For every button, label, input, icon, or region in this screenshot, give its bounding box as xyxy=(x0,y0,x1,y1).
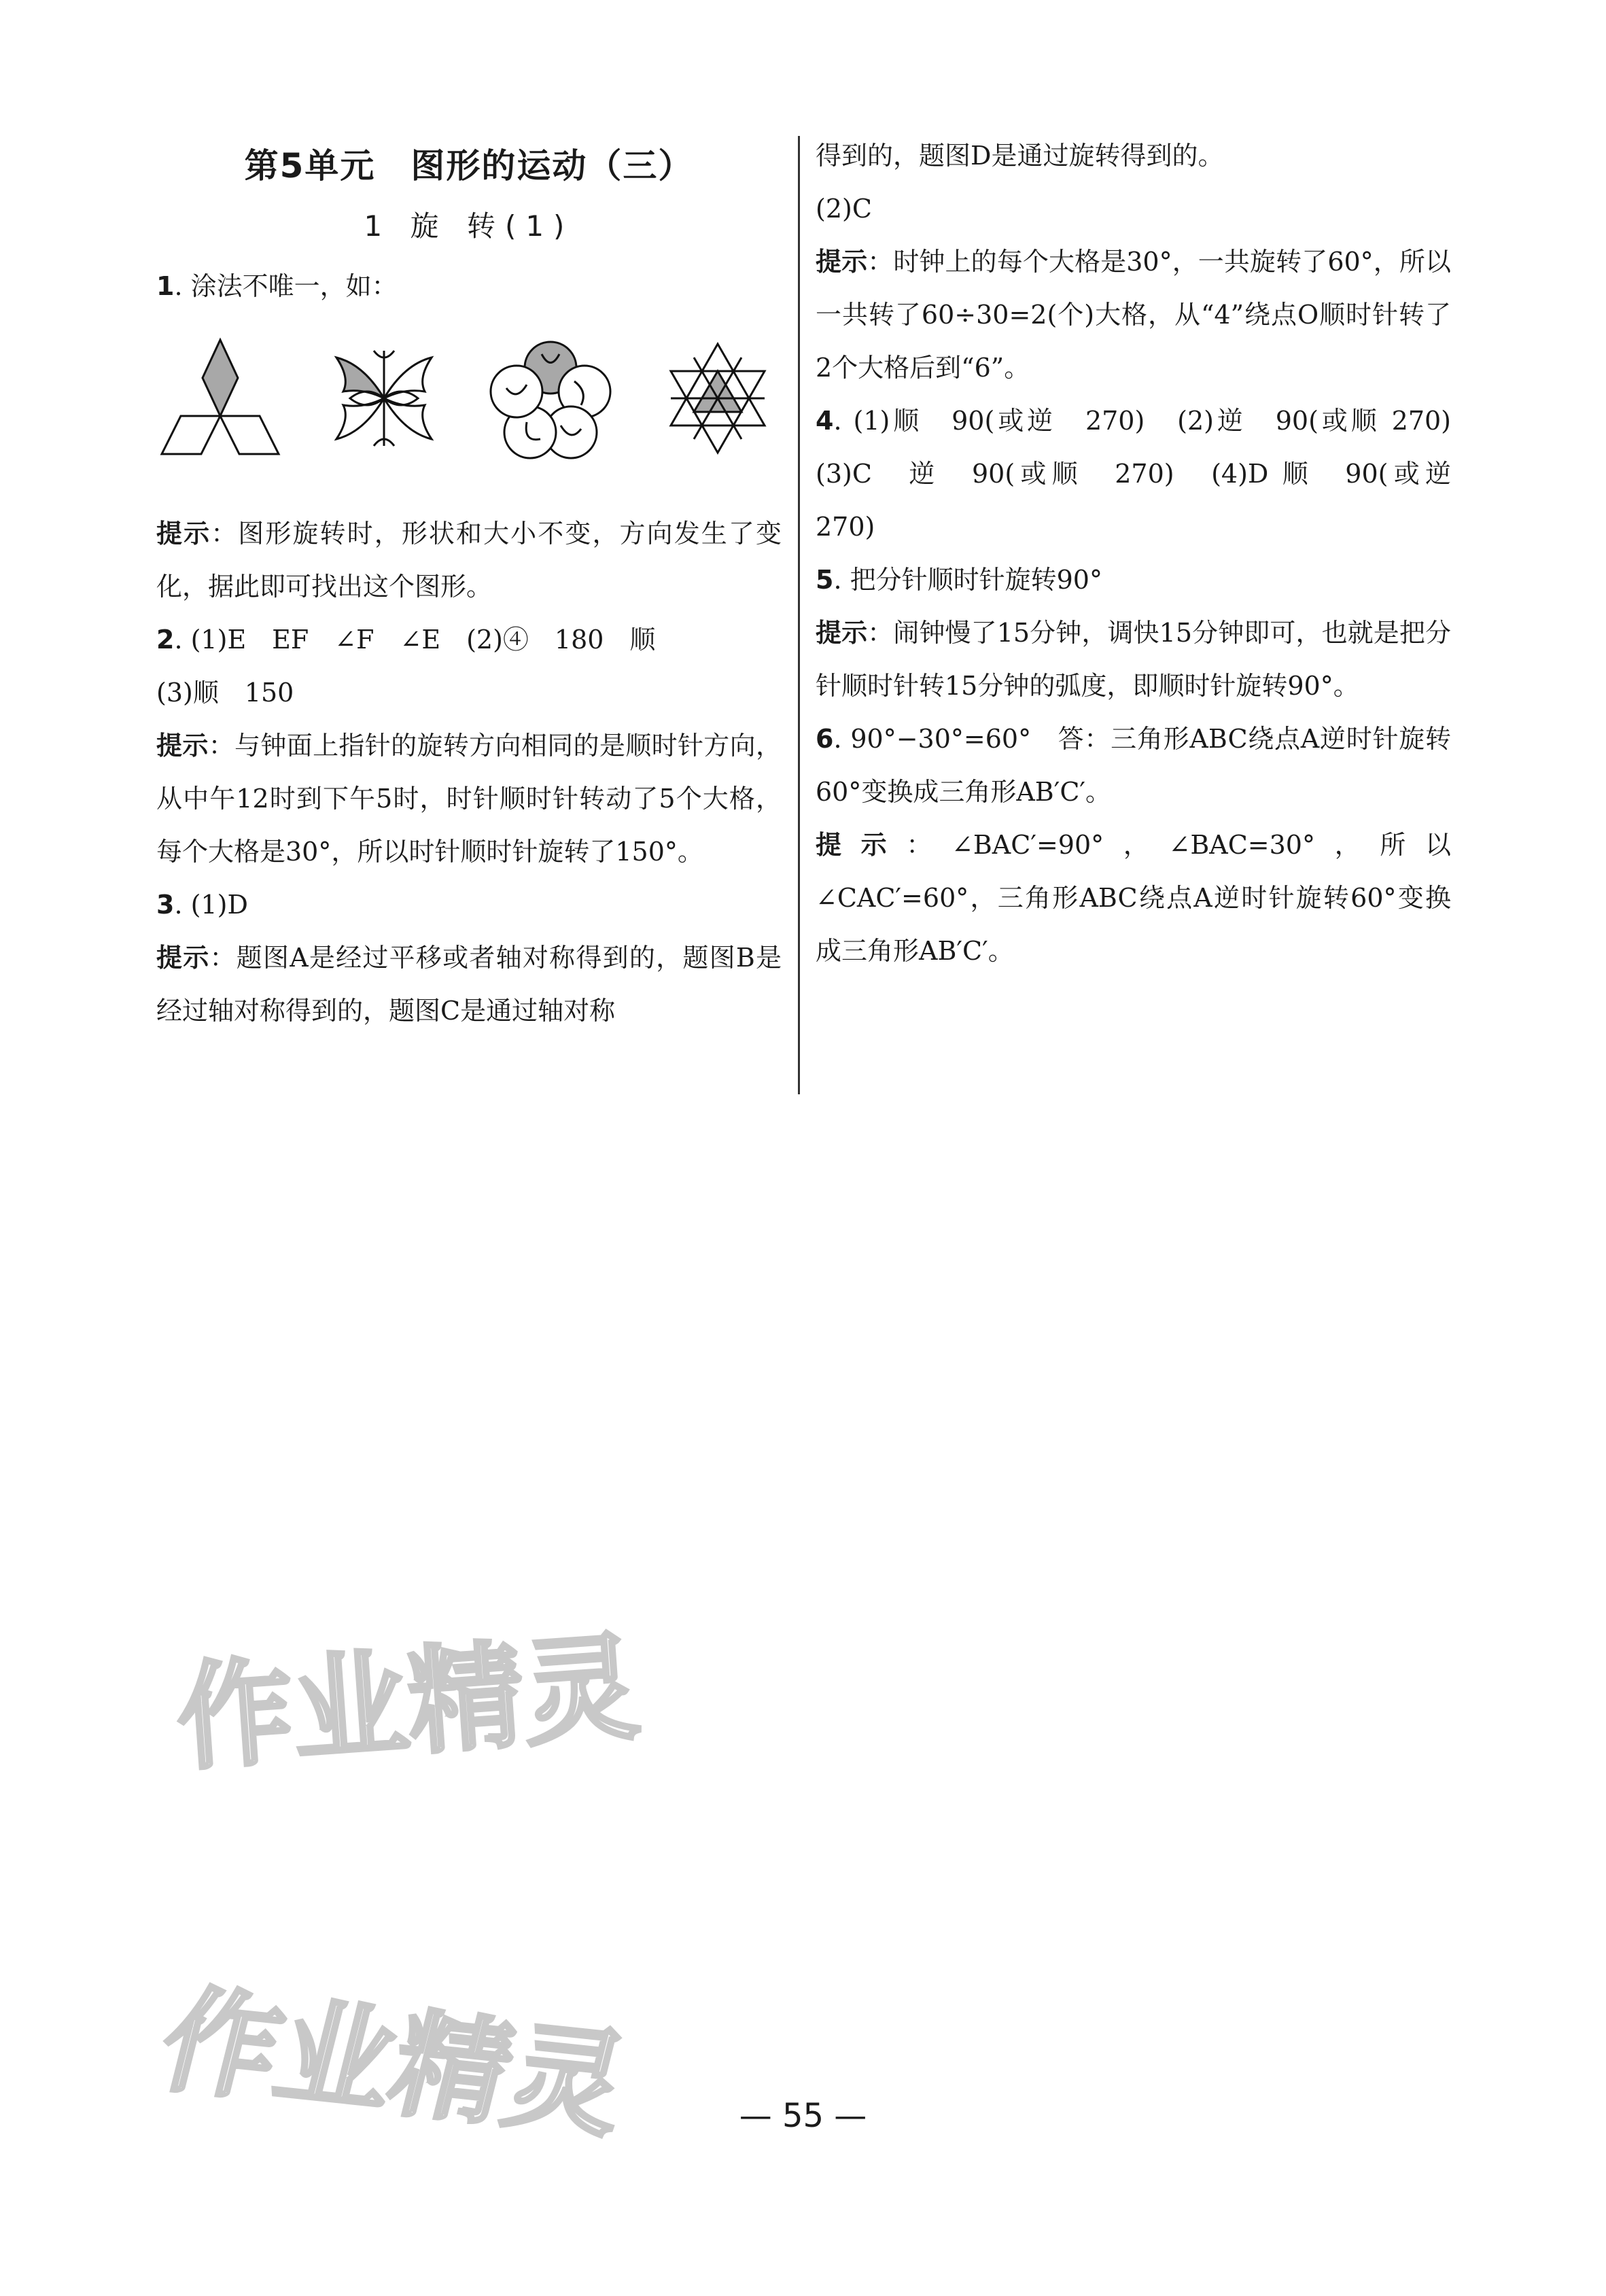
q1-line xyxy=(156,260,782,313)
star-figure xyxy=(657,337,779,459)
hint-text: ：题图A是经过平移或者轴对称得到的，题图B是经过轴对称得到的，题图C是通过轴对称 xyxy=(156,943,782,1026)
q1-hint xyxy=(156,507,782,613)
watermark-logo xyxy=(163,1618,644,1787)
watermark-text: 作业精灵 xyxy=(173,1620,644,1787)
q3-2-hint xyxy=(816,235,1451,394)
q3-number: 3 xyxy=(156,890,175,920)
q4-text: . (1)顺 90(或逆 270) (2)逆 90(或顺 270) (3)C 逆 90(或顺 270) (4)D 顺 90(或逆 270) xyxy=(816,406,1478,542)
column-divider xyxy=(798,136,800,1094)
hint-label: 提示 xyxy=(156,731,209,761)
hint-text: ：与钟面上指针的旋转方向相同的是顺时针方向，从中午12时到下午5时，时针顺时针转动了5个大格，每个大格是30°，所以时针顺时针旋转了150°。 xyxy=(156,731,782,867)
q4-answer xyxy=(816,394,1478,553)
q2-hint xyxy=(156,719,782,878)
q3-hint xyxy=(156,931,782,1037)
q5-hint xyxy=(816,606,1451,712)
q5-number: 5 xyxy=(816,565,834,595)
page-number: — 55 — xyxy=(739,2097,867,2135)
q2-number: 2 xyxy=(156,625,175,655)
q2-text: . (1)E EF ∠F ∠E (2)④ 180 顺 xyxy=(174,625,656,655)
q6-text: . 90°−30°=60° 答：三角形ABC绕点A逆时针旋转60°变换成三角形AB′C′。 xyxy=(816,724,1451,807)
q5-answer xyxy=(816,553,1451,606)
unit-title: 第5单元 图形的运动（三） xyxy=(244,146,694,186)
hint-label: 提示 xyxy=(816,247,868,277)
q3-2-answer: (2)C xyxy=(816,194,872,224)
right-column xyxy=(816,129,1478,977)
pattern-figure xyxy=(323,337,445,459)
q1-number: 1 xyxy=(156,271,175,301)
q6-number: 6 xyxy=(816,724,834,754)
q6-hint xyxy=(816,818,1451,977)
rhombus-figure xyxy=(159,337,281,459)
q1-text: . 涂法不唯一，如： xyxy=(174,271,398,301)
q3-text: . (1)D xyxy=(174,890,248,920)
hint-text: ：时钟上的每个大格是30°，一共旋转了60°，所以一共转了60÷30=2(个)大格，从“4”绕点O顺时针转了2个大格后到“6”。 xyxy=(816,247,1451,383)
hint-text: ：∠BAC′=90°，∠BAC=30°，所以∠CAC′=60°，三角形ABC绕点A逆时针旋转60°变换成三角形AB′C′。 xyxy=(816,830,1451,966)
hint-text: ：闹钟慢了15分钟，调快15分钟即可，也就是把分针顺时针转15分钟的弧度，即顺时针旋转90°。 xyxy=(816,618,1451,701)
q6-answer xyxy=(816,712,1451,818)
q1-figures xyxy=(156,324,782,473)
hint-label: 提示 xyxy=(156,943,210,973)
q2-line2: (3)顺 150 xyxy=(156,678,294,708)
hint-label: 提示 xyxy=(156,519,211,549)
q3-continued: 得到的，题图D是通过旋转得到的。 xyxy=(816,141,1224,171)
hint-label: 提示 xyxy=(816,830,907,860)
lesson-title: 1 旋 转(1) xyxy=(364,209,574,243)
watermark-text-2: 作业精灵 xyxy=(147,1973,641,2154)
left-column xyxy=(156,129,782,1037)
q2-line1 xyxy=(156,613,782,666)
q3-line xyxy=(156,878,782,931)
hint-text: ：图形旋转时，形状和大小不变，方向发生了变化，据此即可找出这个图形。 xyxy=(156,519,782,602)
hint-label: 提示 xyxy=(816,618,868,648)
q4-number: 4 xyxy=(816,406,834,436)
circles-figure xyxy=(486,334,615,463)
q5-text: . 把分针顺时针旋转90° xyxy=(833,565,1102,595)
